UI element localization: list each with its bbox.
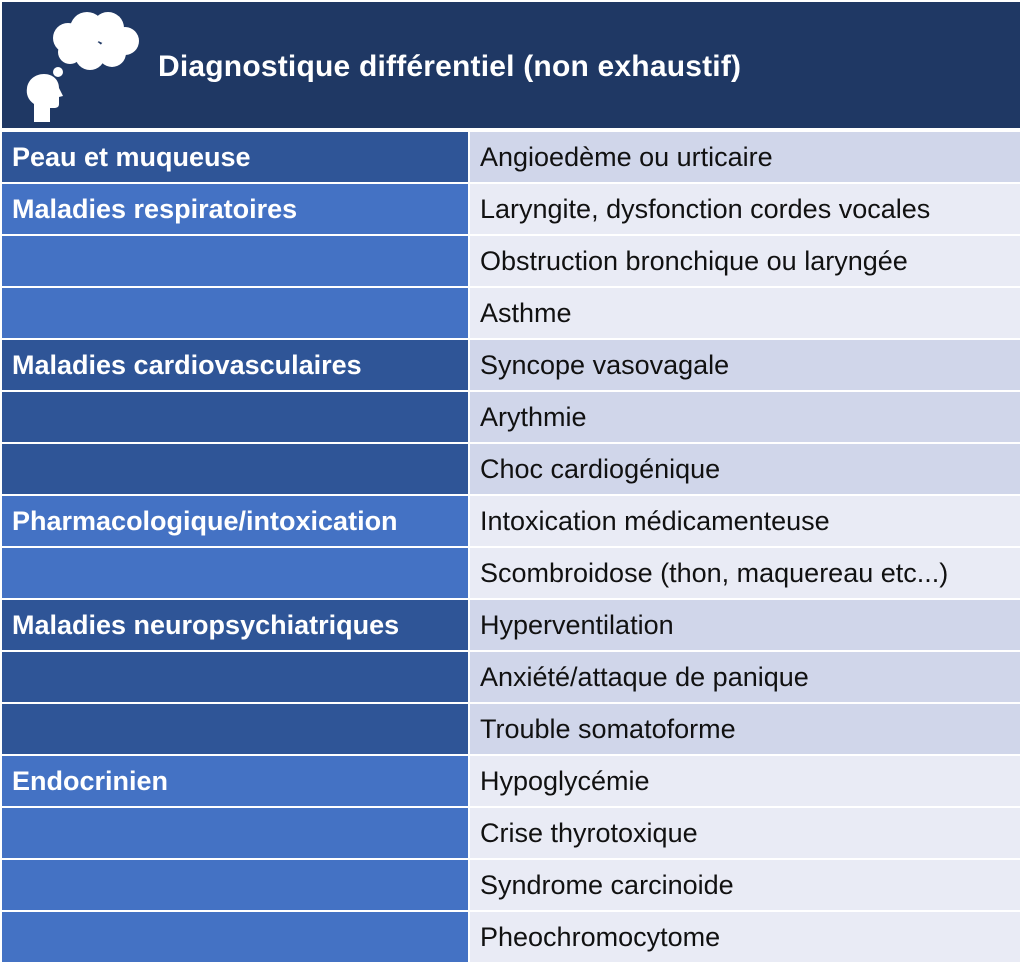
category-cell <box>2 547 469 599</box>
table-row <box>2 807 1020 859</box>
diagnosis-table-container <box>2 2 1020 964</box>
diagnosis-cell: Hyperventilation <box>469 599 1020 651</box>
diagnosis-cell: Scombroidose (thon, maquereau etc...) <box>469 547 1020 599</box>
table-row <box>2 495 1020 547</box>
diagnosis-cell: Crise thyrotoxique <box>469 807 1020 859</box>
diagnosis-cell: Trouble somatoforme <box>469 703 1020 755</box>
table-row <box>2 911 1020 963</box>
category-cell <box>2 911 469 963</box>
table-row <box>2 703 1020 755</box>
category-cell <box>2 703 469 755</box>
table-row <box>2 599 1020 651</box>
table-header <box>2 2 1020 132</box>
diagnosis-cell: Choc cardiogénique <box>469 443 1020 495</box>
diagnosis-cell: Arythmie <box>469 391 1020 443</box>
table-row <box>2 859 1020 911</box>
category-cell: Maladies neuropsychiatriques <box>2 599 469 651</box>
category-cell: Maladies cardiovasculaires <box>2 339 469 391</box>
table-row <box>2 287 1020 339</box>
table-row <box>2 391 1020 443</box>
diagnosis-cell: Pheochromocytome <box>469 911 1020 963</box>
category-cell <box>2 287 469 339</box>
category-cell: Endocrinien <box>2 755 469 807</box>
table-row <box>2 183 1020 235</box>
table-row <box>2 132 1020 183</box>
diagnosis-cell: Anxiété/attaque de panique <box>469 651 1020 703</box>
table-row <box>2 755 1020 807</box>
page-title: Diagnostique différentiel (non exhaustif) <box>158 50 742 83</box>
category-cell: Pharmacologique/intoxication <box>2 495 469 547</box>
table-row <box>2 651 1020 703</box>
category-cell <box>2 807 469 859</box>
diagnosis-cell: Intoxication médicamenteuse <box>469 495 1020 547</box>
thinking-head-icon <box>24 8 144 124</box>
diagnosis-cell: Hypoglycémie <box>469 755 1020 807</box>
table-row <box>2 235 1020 287</box>
diagnosis-cell: Angioedème ou urticaire <box>469 132 1020 183</box>
category-cell: Maladies respiratoires <box>2 183 469 235</box>
category-cell <box>2 859 469 911</box>
category-cell: Peau et muqueuse <box>2 132 469 183</box>
diagnosis-table <box>2 132 1020 964</box>
table-row <box>2 547 1020 599</box>
table-row <box>2 443 1020 495</box>
diagnosis-cell: Asthme <box>469 287 1020 339</box>
diagnosis-cell: Laryngite, dysfonction cordes vocales <box>469 183 1020 235</box>
table-body <box>2 132 1020 963</box>
diagnosis-cell: Syncope vasovagale <box>469 339 1020 391</box>
category-cell <box>2 391 469 443</box>
table-row <box>2 339 1020 391</box>
diagnosis-cell: Obstruction bronchique ou laryngée <box>469 235 1020 287</box>
category-cell <box>2 443 469 495</box>
category-cell <box>2 651 469 703</box>
category-cell <box>2 235 469 287</box>
diagnosis-cell: Syndrome carcinoide <box>469 859 1020 911</box>
